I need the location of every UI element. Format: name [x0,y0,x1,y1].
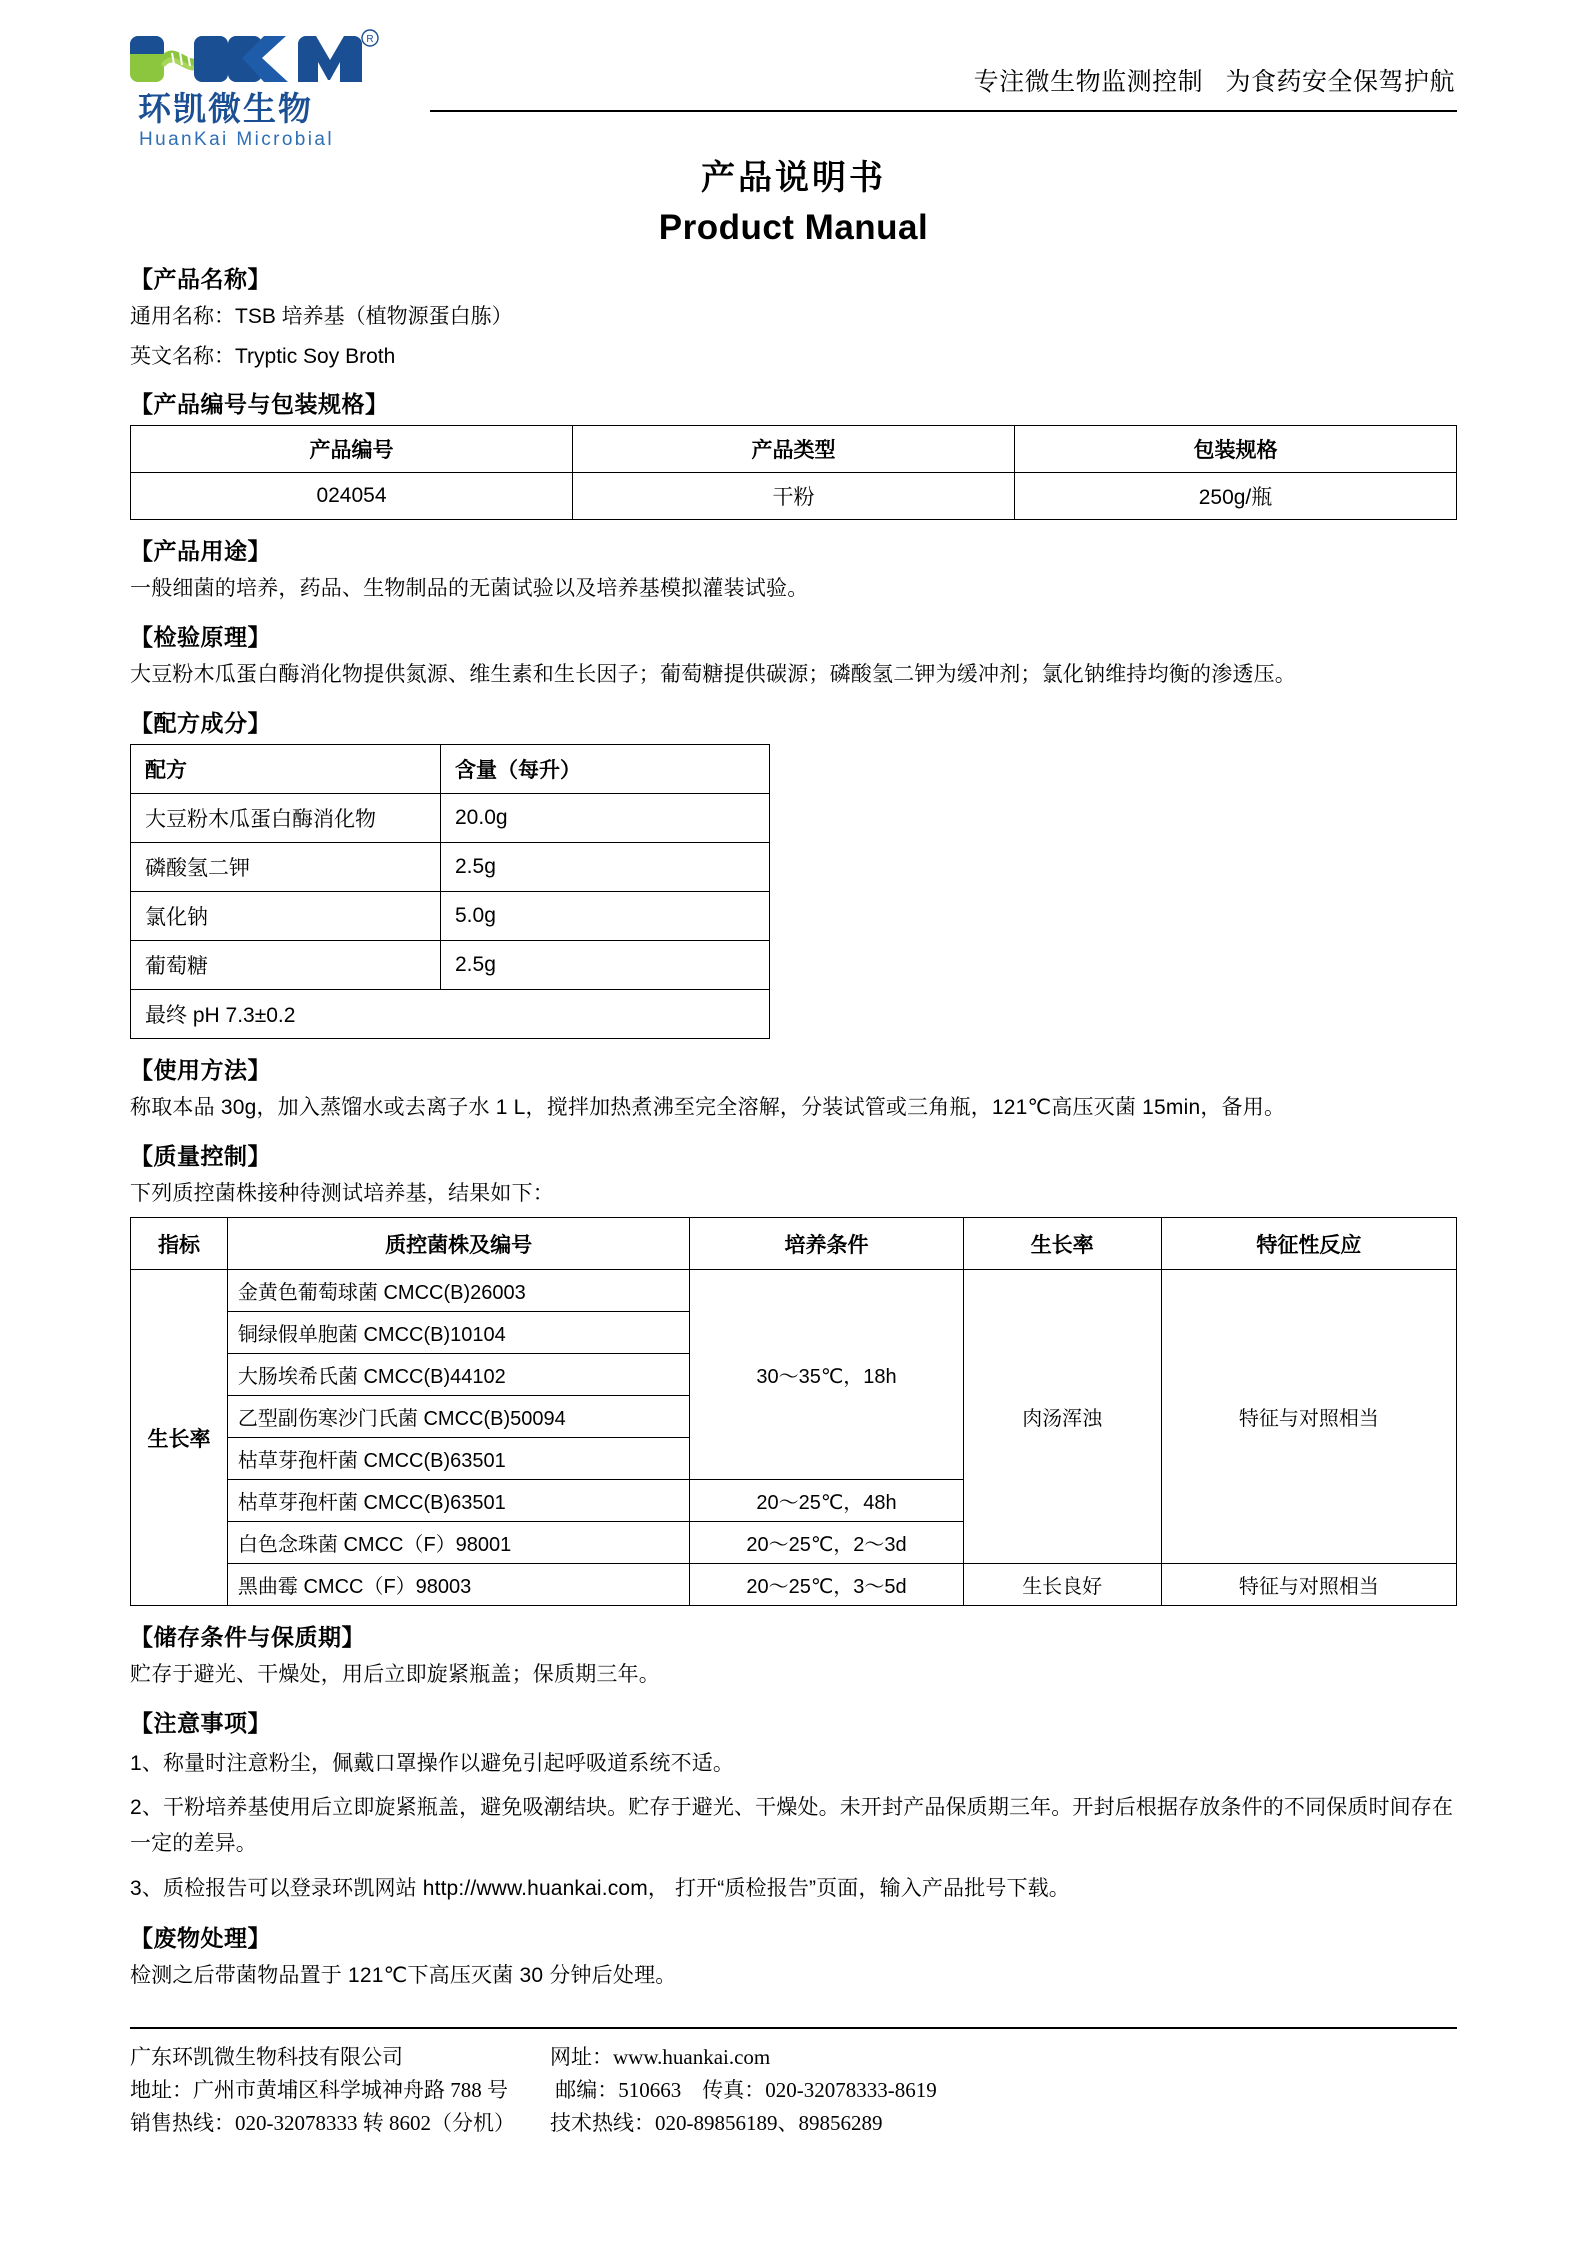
page-title-chinese: 产品说明书 [701,159,886,197]
page-header [130,0,1457,150]
method-text: 称取本品 30g，加入蒸馏水或去离子水 1 L，搅拌加热煮沸至完全溶解，分装试管或三角瓶，121℃高压灭菌 15min，备用。 [130,1096,1286,1120]
qc-col-condition: 培养条件 [690,1218,963,1270]
section-heading-storage: 【储存条件与保质期】 [130,1624,365,1651]
quality-control-table [130,1217,1457,1606]
qc-col-rate: 生长率 [963,1218,1161,1270]
section-heading-spec: 【产品编号与包装规格】 [130,391,389,418]
company-tagline: 专注微生物监测控制 为食药安全保驾护航 [973,68,1455,96]
table-row [131,941,770,990]
footer-left-column [130,2041,550,2141]
qc-condition-group-b: 20～25℃，48h [690,1480,963,1522]
table-row [131,473,1457,520]
qc-growth-rate-lower: 生长良好 [963,1564,1161,1606]
qc-strain-3: 乙型副伤寒沙门氏菌 CMCC(B)50094 [227,1396,690,1438]
formula-amount-1: 2.5g [441,843,770,892]
qc-strain-7: 黑曲霉 CMCC（F）98003 [227,1564,690,1606]
footer-website: 网址：www.huankai.com [550,2044,771,2069]
qc-strain-1: 铜绿假单胞菌 CMCC(B)10104 [227,1312,690,1354]
formula-amount-3: 2.5g [441,941,770,990]
spec-col-pack: 包装规格 [1015,426,1457,473]
section-heading-waste: 【废物处理】 [130,1924,271,1951]
header-tagline-area [430,28,1457,112]
company-logo [130,28,430,149]
section-heading-purpose: 【产品用途】 [130,538,271,565]
qc-strain-5: 枯草芽孢杆菌 CMCC(B)63501 [227,1480,690,1522]
table-header-row [131,426,1457,473]
section-heading-cautions: 【注意事项】 [130,1710,271,1737]
qc-condition-group-c: 20～25℃，2～3d [690,1522,963,1564]
logo-english-name: HuanKai Microbial [139,129,334,150]
qc-strain-4: 枯草芽孢杆菌 CMCC(B)63501 [227,1438,690,1480]
section-heading-product-name: 【产品名称】 [130,266,271,292]
caution-item-3: 3、质检报告可以登录环凯网站 http://www.huankai.com， 打开“质检报告”页面，输入产品批号下载。 [130,1876,1070,1900]
footer-tech-hotline: 技术热线：020-89856189、89856289 [550,2110,883,2135]
qc-condition-group-d: 20～25℃，3～5d [690,1564,963,1606]
page-title-english: Product Manual [658,208,929,247]
caution-item-2: 2、干粉培养基使用后立即旋紧瓶盖，避免吸潮结块。贮存于避光、干燥处。未开封产品保质期三年。开封后根据存放条件的不同保质时间存在一定的差异。 [130,1796,1454,1856]
table-row [131,892,770,941]
formula-ph-note: 最终 pH 7.3±0.2 [131,990,770,1039]
footer-postcode-fax: 邮编：510663 传真：020-32078333-8619 [550,2077,937,2102]
header-divider [430,110,1457,112]
spec-value-pack: 250g/瓶 [1015,473,1457,520]
qc-col-strain: 质控菌株及编号 [227,1218,690,1270]
section-heading-quality-control: 【质量控制】 [130,1143,271,1170]
table-row [131,1270,1457,1312]
formula-name-0: 大豆粉木瓜蛋白酶消化物 [131,794,441,843]
formula-name-3: 葡萄糖 [131,941,441,990]
spec-table [130,425,1457,520]
qc-reaction-lower: 特征与对照相当 [1161,1564,1456,1606]
table-header-row [131,745,770,794]
logo-chinese-name: 环凯微生物 [138,90,313,127]
svg-text:R: R [366,34,374,45]
formula-col-name: 配方 [131,745,441,794]
footer-right-column [550,2041,1457,2141]
footer-company-name: 广东环凯微生物科技有限公司 [130,2044,403,2069]
quality-control-intro: 下列质控菌株接种待测试培养基，结果如下： [130,1182,554,1206]
qc-strain-6: 白色念珠菌 CMCC（F）98001 [227,1522,690,1564]
principle-text: 大豆粉木瓜蛋白酶消化物提供氮源、维生素和生长因子；葡萄糖提供碳源；磷酸氢二钾为缓冲剂；氯化钠维持均衡的渗透压。 [130,663,1296,687]
formula-table [130,744,770,1039]
formula-amount-2: 5.0g [441,892,770,941]
caution-item-1: 1、称量时注意粉尘，佩戴口罩操作以避免引起呼吸道系统不适。 [130,1752,735,1776]
footer-sales-hotline: 销售热线：020-32078333 转 8602（分机） [130,2110,515,2135]
waste-text: 检测之后带菌物品置于 121℃下高压灭菌 30 分钟后处理。 [130,1963,677,1987]
qc-indicator-growth-rate: 生长率 [131,1270,228,1606]
qc-condition-group-a: 30～35℃，18h [690,1270,963,1480]
spec-col-type: 产品类型 [573,426,1015,473]
footer-address: 地址：广州市黄埔区科学城神舟路 788 号 [130,2077,508,2102]
product-generic-name: 通用名称：TSB 培养基（植物源蛋白胨） [130,305,513,328]
table-row-ph [131,990,770,1039]
spec-col-code: 产品编号 [131,426,573,473]
purpose-text: 一般细菌的培养，药品、生物制品的无菌试验以及培养基模拟灌装试验。 [130,577,809,601]
spec-value-type: 干粉 [573,473,1015,520]
qc-col-indicator: 指标 [131,1218,228,1270]
table-row [131,1564,1457,1606]
storage-text: 贮存于避光、干燥处，用后立即旋紧瓶盖；保质期三年。 [130,1663,660,1687]
qc-strain-0: 金黄色葡萄球菌 CMCC(B)26003 [227,1270,690,1312]
qc-strain-2: 大肠埃希氏菌 CMCC(B)44102 [227,1354,690,1396]
spec-value-code: 024054 [131,473,573,520]
qc-col-reaction: 特征性反应 [1161,1218,1456,1270]
page-footer [130,2041,1457,2141]
footer-divider [130,2027,1457,2029]
formula-name-1: 磷酸氢二钾 [131,843,441,892]
formula-name-2: 氯化钠 [131,892,441,941]
section-heading-method: 【使用方法】 [130,1057,271,1084]
section-heading-formula: 【配方成分】 [130,710,271,737]
section-heading-principle: 【检验原理】 [130,624,271,651]
qc-reaction-upper: 特征与对照相当 [1161,1270,1456,1564]
formula-col-amount: 含量（每升） [441,745,770,794]
hkm-logo-mark [130,28,400,90]
table-row [131,843,770,892]
qc-growth-rate-upper: 肉汤浑浊 [963,1270,1161,1564]
product-english-name: 英文名称：Tryptic Soy Broth [130,344,396,368]
formula-amount-0: 20.0g [441,794,770,843]
table-row [131,794,770,843]
table-header-row [131,1218,1457,1270]
